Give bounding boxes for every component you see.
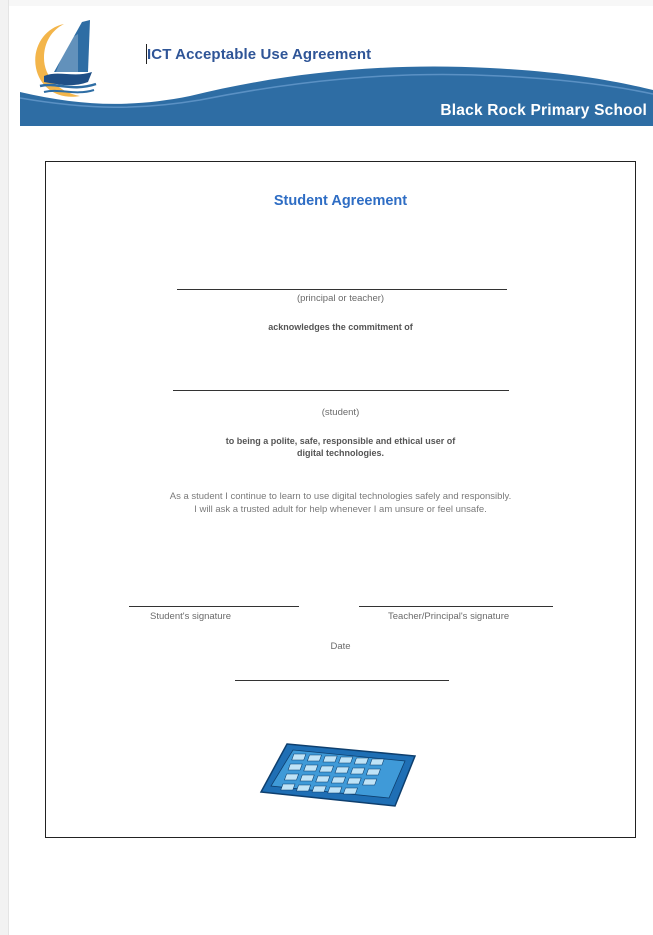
- statement-line-1: As a student I continue to learn to use digital technologies safely and responsibly.: [169, 491, 512, 502]
- student-signature-label: Student's signature: [150, 611, 232, 622]
- document-header: [20, 6, 653, 126]
- sailboat-logo-icon: [34, 18, 106, 100]
- student-agreement-card: [45, 161, 636, 838]
- agreement-heading: Student Agreement: [273, 193, 408, 209]
- school-name: Black Rock Primary School: [440, 102, 647, 119]
- student-signature-line: [129, 606, 299, 607]
- tablet-keyboard-icon: [259, 740, 419, 810]
- teacher-signature-line: [359, 606, 553, 607]
- date-label: Date: [330, 641, 351, 652]
- date-line: [235, 680, 449, 681]
- statement-line-2: I will ask a trusted adult for help whenever I am unsure or feel unsafe.: [194, 504, 487, 515]
- student-caption: (student): [321, 407, 360, 418]
- document-title: ICT Acceptable Use Agreement: [147, 46, 372, 63]
- commitment-line-2: digital technologies.: [296, 448, 384, 458]
- principal-name-line: [177, 289, 507, 290]
- student-name-line: [173, 390, 509, 391]
- commitment-line-1: to being a polite, safe, responsible and ethical user of: [225, 436, 456, 446]
- acknowledges-text: acknowledges the commitment of: [268, 322, 413, 332]
- page-left-edge: [0, 0, 9, 935]
- teacher-signature-label: Teacher/Principal's signature: [388, 611, 510, 622]
- principal-caption: (principal or teacher): [296, 293, 385, 304]
